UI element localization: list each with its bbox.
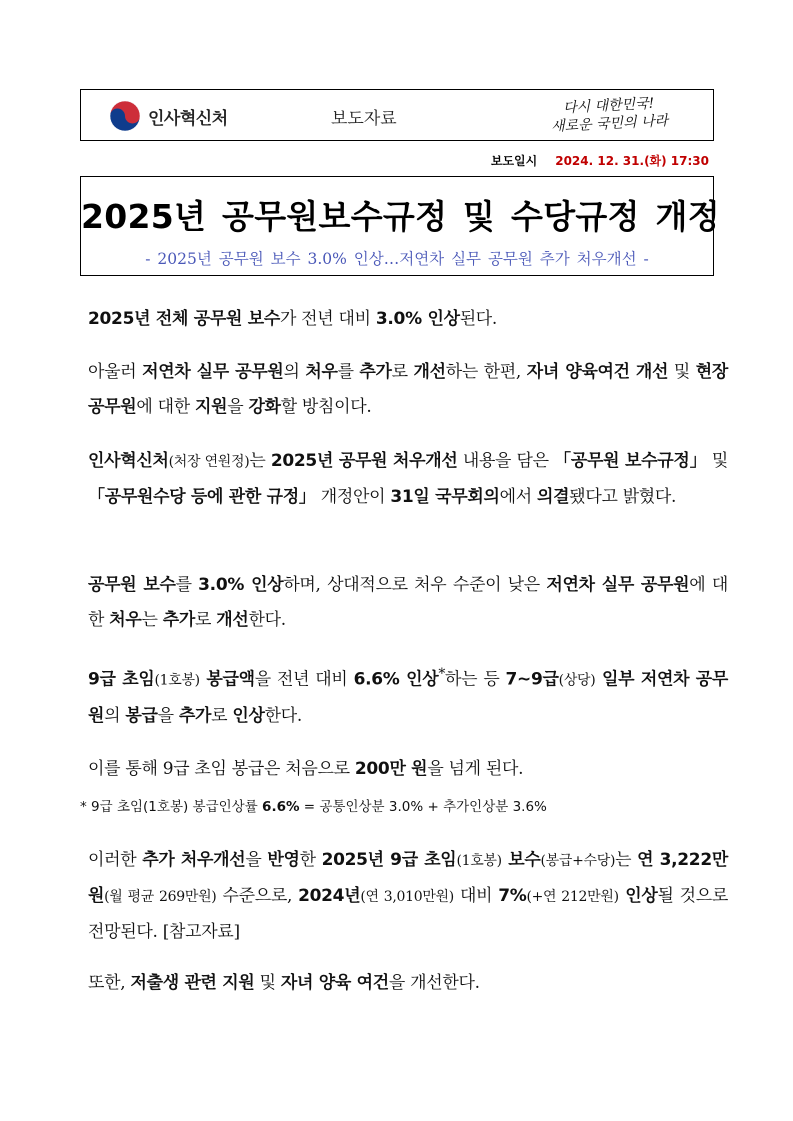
note-text: = 공통인상분 3.0% + 추가인상분 3.6% [299, 799, 547, 815]
p7-text: 한 [299, 850, 322, 870]
paragraph-1 [78, 302, 728, 337]
paragraph-2 [78, 355, 728, 425]
document-type: 보도자료 [331, 109, 397, 129]
page-subtitle: - 2025년 공무원 보수 3.0% 인상…저연차 실무 공무원 추가 처우개선 - [145, 250, 649, 268]
p8-text: 저출생 관련 지원 [130, 973, 255, 993]
p7-text: (1호봉) [456, 853, 502, 869]
p2-text: 를 [337, 362, 360, 382]
p7-text: 7% [498, 886, 527, 906]
p4-text: 하며, 상대적으로 처우 수준이 낮은 [283, 575, 547, 595]
slogan [549, 94, 689, 136]
p7-text: 2024년 [298, 886, 361, 906]
p4-text: 한다. [248, 610, 286, 630]
p5-text: 로 [211, 705, 233, 726]
p2-text: 로 [391, 362, 414, 382]
p3-text: 및 [706, 451, 729, 471]
p4-text: 개선 [216, 610, 249, 630]
p7-text: (연 3,010만원) [360, 889, 454, 905]
paragraph-3 [78, 444, 728, 515]
release-datetime: 2024. 12. 31.(화) 17:30 [555, 154, 709, 168]
p3-text: 내용을 담은 [457, 451, 554, 471]
p7-text: (+연 212만원) [526, 889, 619, 905]
note-text: 6.6% [262, 799, 300, 815]
p3-text: 개정안이 [315, 487, 391, 507]
page-title: 2025년 공무원보수규정 및 수당규정 개정 [81, 197, 720, 236]
paragraph-8 [78, 966, 728, 1001]
p8-text: 또한, [88, 973, 131, 993]
p2-text: 저연차 실무 공무원 [142, 362, 284, 382]
p4-text: 에 대한 [88, 575, 728, 630]
p7-text: 이러한 [88, 850, 143, 870]
p3-text: 인사혁신처 [88, 451, 169, 471]
p4-text: 추가 [162, 610, 195, 630]
p7-text: 2025년 9급 초임 [321, 850, 457, 870]
p2-text: 지원 [194, 397, 228, 417]
p5-text: 을 전년 대비 [254, 669, 354, 690]
p2-text: 처우 [305, 362, 338, 382]
p2-text: 자녀 양육여건 개선 [526, 362, 669, 382]
p7-text: 대비 [453, 886, 499, 906]
slogan-line-1: 다시 대한민국! [562, 95, 655, 117]
release-label: 보도일시 [490, 154, 538, 168]
p4-text: 3.0% 인상 [198, 575, 284, 595]
p8-text: 및 [254, 973, 281, 993]
p5-text: 9급 초임 [88, 669, 155, 690]
p2-text: 개선 [413, 362, 446, 382]
p5-text: 6.6% 인상 [353, 669, 439, 690]
paragraph-6 [78, 752, 728, 787]
p6-text: 200만 원 [354, 759, 428, 779]
p8-text: 을 개선한다. [388, 973, 480, 993]
p7-text: 연 3,222만원 [88, 850, 728, 906]
p3-text: 됐다고 밝혔다. [569, 487, 677, 507]
p2-text: 아울러 [88, 362, 143, 382]
paragraph-5 [78, 657, 728, 734]
p5-text: 일부 저연차 공무원 [88, 669, 728, 726]
p6-text: 을 넘게 된다. [427, 759, 524, 779]
p7-text: 을 [245, 850, 268, 870]
p7-text: 는 [615, 850, 638, 870]
p1-text: 3.0% 인상 [375, 309, 460, 329]
p2-text: 의 [283, 362, 306, 382]
p1-text: 2025년 전체 공무원 보수 [88, 309, 280, 329]
p2-text: 할 방침이다. [280, 397, 372, 417]
p5-text: 한다. [264, 705, 302, 726]
p5-text: (상당) [558, 672, 596, 689]
p2-text: 강화 [248, 397, 281, 417]
p5-text: (1호봉) [154, 672, 200, 689]
p4-text: 공무원 보수 [88, 575, 176, 595]
paragraph-4 [78, 568, 728, 638]
ministry-name: 인사혁신처 [148, 108, 228, 129]
p2-text: 및 [668, 362, 696, 382]
release-info [491, 152, 709, 169]
p5-text: 추가 [178, 705, 212, 726]
p2-text: 하는 한편, [445, 362, 527, 382]
p4-text: 는 [141, 610, 163, 630]
p3-text: 「공무원 보수규정」 [554, 451, 707, 471]
p7-text: (봉급+수당) [540, 853, 616, 869]
ministry-logo [109, 100, 228, 132]
p7-text: 반영 [267, 850, 300, 870]
p7-text: 보수 [501, 850, 541, 870]
p5-text: 봉급액 [199, 669, 255, 690]
title-box [80, 176, 720, 276]
p5-text: 7~9급 [505, 669, 559, 690]
p3-text: 2025년 공무원 처우개선 [270, 451, 458, 471]
p4-text: 처우 [109, 610, 142, 630]
paragraph-7 [78, 843, 728, 950]
taegeuk-emblem-icon [109, 100, 141, 132]
p1-text: 된다. [459, 309, 498, 329]
p6-text: 이를 통해 9급 초임 봉급은 처음으로 [88, 759, 355, 779]
note-text: * 9급 초임(1호봉) 봉급인상률 [80, 799, 263, 815]
p1-text: 가 전년 대비 [279, 309, 376, 329]
slogan-line-2: 새로운 국민의 나라 [550, 112, 669, 136]
p5-text: 의 [104, 705, 126, 726]
p5-footnote-mark: * [438, 666, 446, 682]
p4-text: 로 [194, 610, 217, 630]
header-box [80, 89, 714, 141]
p5-text: 을 [157, 705, 179, 726]
p3-text: 「공무원수당 등에 관한 규정」 [88, 487, 316, 507]
p4-text: 를 [175, 575, 199, 595]
p4-text: 저연차 실무 공무원 [546, 575, 690, 595]
p7-text: 인상 [618, 886, 658, 906]
p8-text: 자녀 양육 여건 [280, 973, 389, 993]
p2-text: 현장 공무원 [88, 362, 728, 417]
p3-text: 의결 [536, 487, 570, 507]
p3-text: 는 [249, 451, 271, 471]
p7-text: (월 평균 269만원) [104, 889, 217, 905]
p5-text: 봉급 [125, 705, 158, 726]
p3-text: (처장 연원정) [168, 454, 250, 470]
p3-text: 31일 국무회의 [390, 487, 500, 507]
p7-text: 수준으로, [216, 886, 299, 906]
p3-text: 에서 [499, 487, 537, 507]
p2-text: 추가 [359, 362, 392, 382]
p7-text: 추가 처우개선 [142, 850, 246, 870]
footnote [80, 795, 547, 815]
p5-text: 하는 등 [445, 669, 506, 690]
p2-text: 에 대한 [136, 397, 195, 417]
p5-text: 인상 [232, 705, 265, 726]
p2-text: 을 [227, 397, 249, 417]
p7-text: 될 것으로 전망된다. [참고자료] [88, 886, 728, 942]
